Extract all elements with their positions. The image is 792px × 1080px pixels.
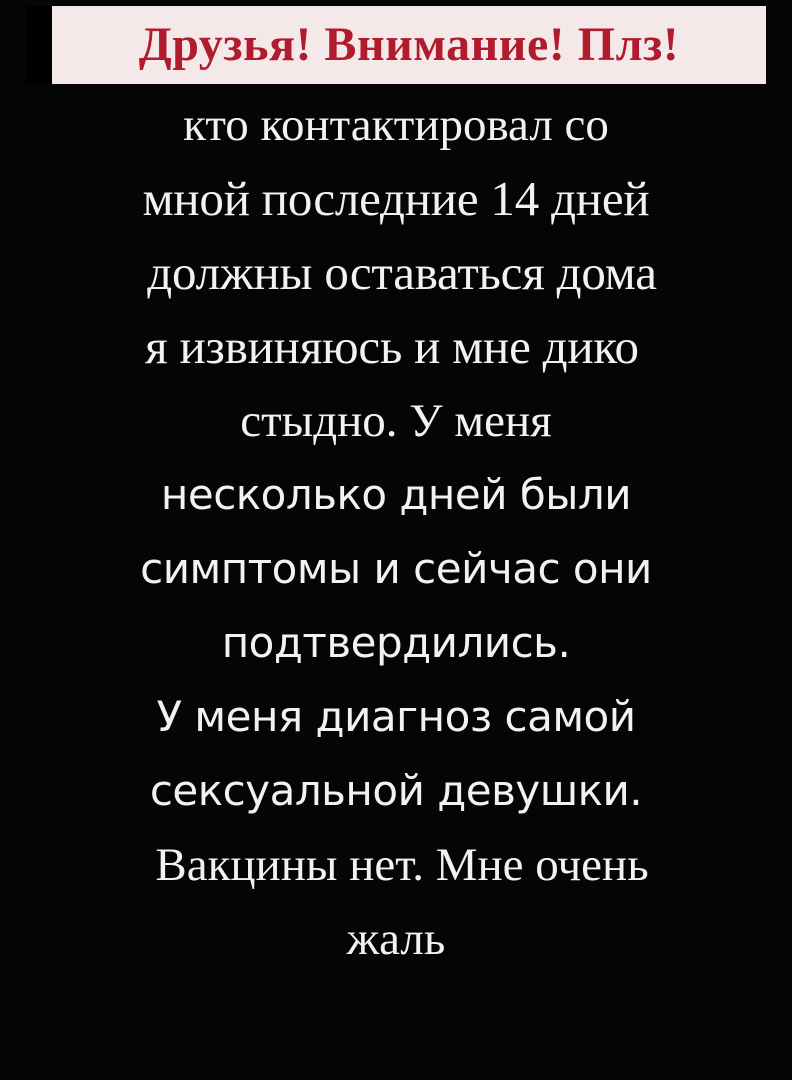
body-line: Вакцины нет. Мне очень (155, 839, 649, 891)
body-line: сексуальной девушки. (149, 766, 643, 815)
body-line: подтвердились. (221, 618, 571, 667)
body-line: жаль (346, 913, 446, 965)
body-text-block (0, 84, 792, 976)
body-line: симптомы и сейчас они (140, 544, 652, 593)
body-line: должны оставаться дома (147, 245, 657, 300)
headline-text: Друзья! Внимание! Плз! (138, 18, 680, 71)
headline-banner (26, 6, 766, 84)
body-line: несколько дней были (160, 470, 632, 519)
body-line: мной последние 14 дней (142, 171, 650, 226)
body-line: кто контактировал со (183, 99, 609, 151)
body-line: стыдно. У меня (240, 395, 552, 447)
body-line: я извиняюсь и мне дико (145, 319, 639, 374)
body-line: У меня диагноз самой (156, 692, 636, 741)
